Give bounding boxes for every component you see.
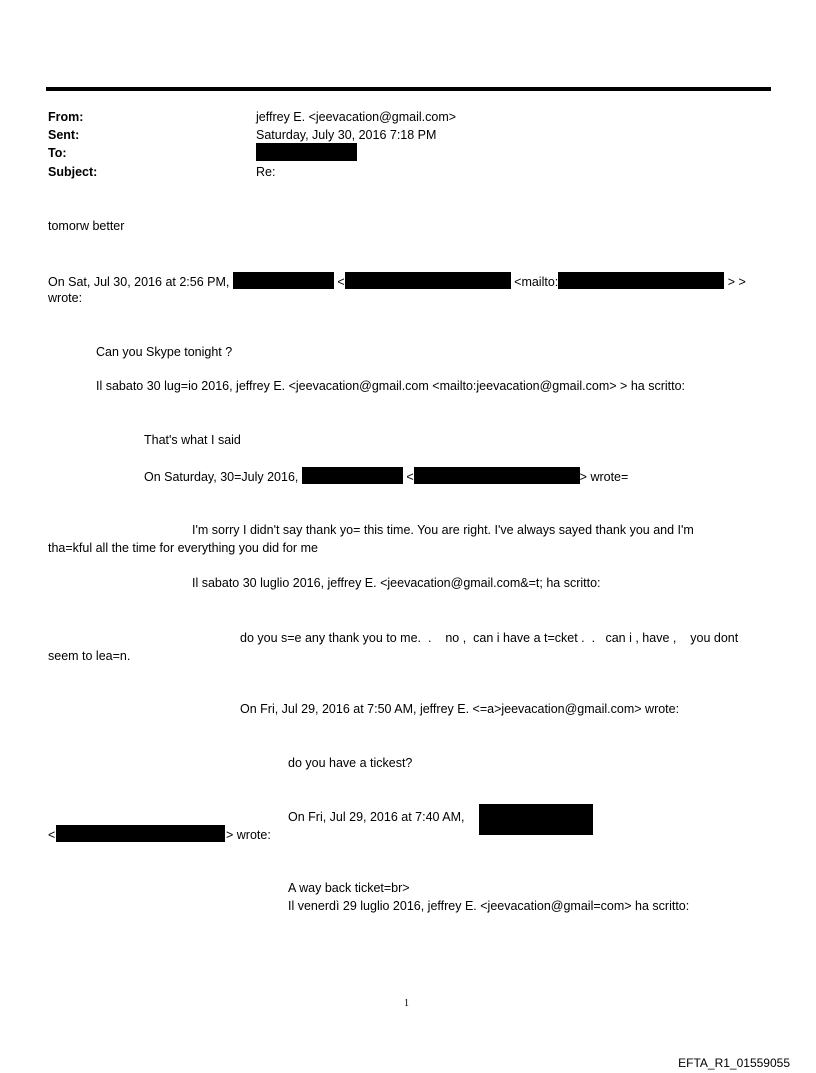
bates-number: EFTA_R1_01559055 — [678, 1056, 790, 1070]
quote-header-4: Il sabato 30 luglio 2016, jeffrey E. <jeevacation@gmail.com&=t; ha scritto: — [192, 576, 601, 590]
quote-header-1 — [48, 272, 746, 290]
to-redaction — [256, 143, 357, 161]
quote1-end: > > — [727, 275, 746, 289]
to-label: To: — [48, 146, 67, 160]
quote6-email-redaction — [56, 825, 225, 842]
quote3-suffix: > wrote= — [579, 470, 629, 484]
quote3-name-redaction — [302, 467, 403, 484]
from-value: jeffrey E. <jeevacation@gmail.com> — [256, 110, 457, 124]
sender-email-redaction — [345, 272, 511, 289]
message-4-line-1: do you s=e any thank you to me. . no , can i have a t=cket . . can i , have , you dont — [240, 631, 739, 645]
sent-label: Sent: — [48, 128, 80, 142]
message-6-line-1: A way back ticket=br> — [288, 881, 410, 895]
quote1-lt: < — [337, 275, 345, 289]
message-2: That's what I said — [144, 433, 241, 447]
quote6-lt: < — [48, 828, 56, 842]
quote-header-5: On Fri, Jul 29, 2016 at 7:50 AM, jeffrey E. <=a>jeevacation@gmail.com> wrote: — [240, 702, 680, 716]
message-5: do you have a tickest? — [288, 756, 413, 770]
reply-text: tomorw better — [48, 219, 125, 233]
quote6-wrote: > wrote: — [226, 828, 271, 842]
message-6-line-2: Il venerdì 29 luglio 2016, jeffrey E. <jeevacation@gmail=com> ha scritto: — [288, 899, 690, 913]
sent-value: Saturday, July 30, 2016 7:18 PM — [256, 128, 437, 142]
subject-value: Re: — [256, 165, 276, 179]
subject-label: Subject: — [48, 165, 98, 179]
message-3-line-1: I'm sorry I didn't say thank yo= this time. You are right. I've always sayed thank you and I'm — [192, 523, 694, 537]
quote1-prefix: On Sat, Jul 30, 2016 at 2:56 PM, — [48, 275, 230, 289]
quote3-prefix: On Saturday, 30=July 2016, — [144, 470, 299, 484]
message-1: Can you Skype tonight ? — [96, 345, 233, 359]
quote-header-3 — [144, 467, 628, 485]
page-number: 1 — [404, 998, 409, 1009]
message-4-line-2: seem to lea=n. — [48, 649, 131, 663]
quote3-lt: < — [406, 470, 414, 484]
message-3-line-2: tha=kful all the time for everything you did for me — [48, 541, 318, 555]
quote1-wrote: wrote: — [48, 291, 83, 305]
sender-name-redaction — [233, 272, 334, 289]
quote6-name-redaction — [479, 804, 593, 835]
quote1-mailto: <mailto: — [514, 275, 559, 289]
quote6-prefix: On Fri, Jul 29, 2016 at 7:40 AM, — [288, 810, 465, 824]
quote-header-2: Il sabato 30 lug=io 2016, jeffrey E. <jeevacation@gmail.com <mailto:jeevacation@gmail.com> > ha scritto: — [96, 379, 686, 393]
header-rule — [46, 87, 771, 91]
quote3-email-redaction — [414, 467, 580, 484]
sender-mailto-redaction — [558, 272, 724, 289]
from-label: From: — [48, 110, 84, 124]
